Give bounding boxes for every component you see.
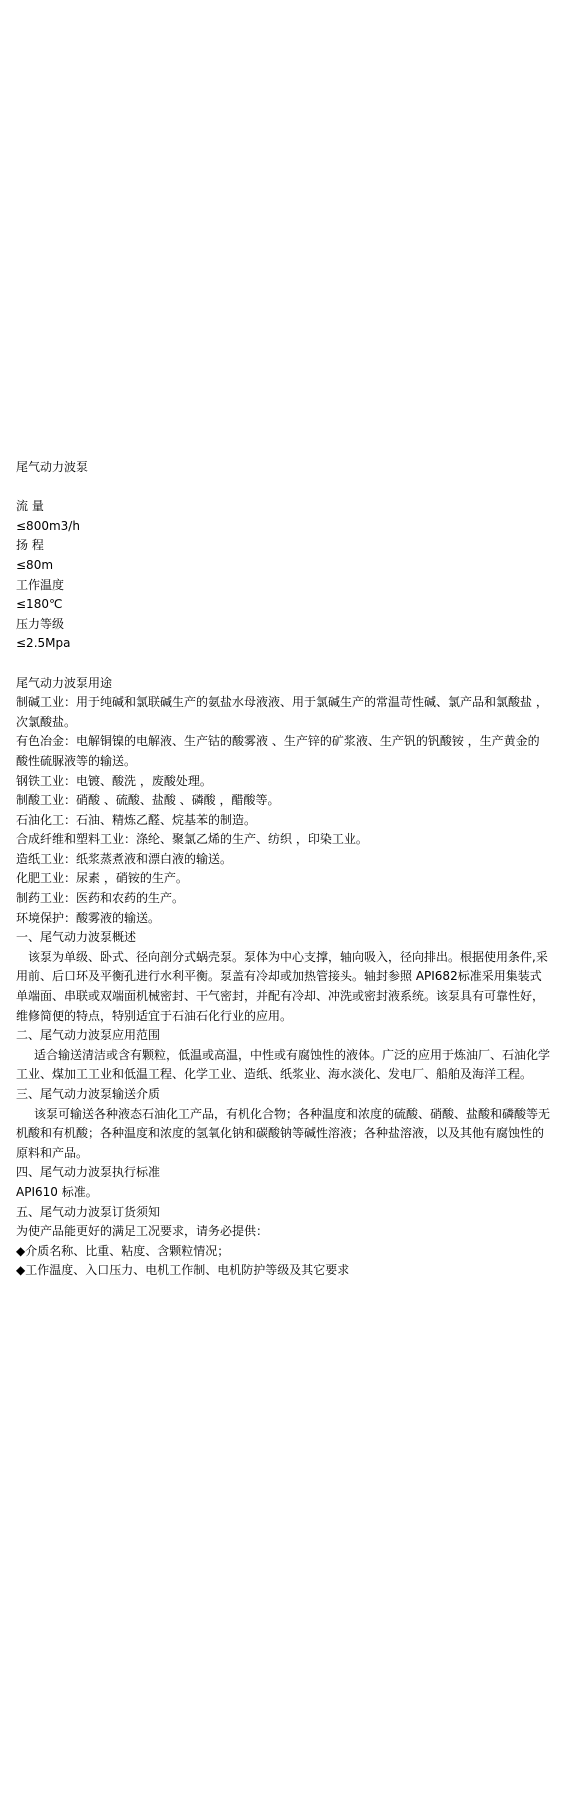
usage-item: 石油化工：石油、精炼乙醛、烷基苯的制造。 [16,812,257,827]
section-heading-scope: 二、尾气动力波泵应用范围 [16,1028,161,1043]
section-heading-standard: 四、尾气动力波泵执行标准 [16,1165,161,1180]
section-heading-media: 三、尾气动力波泵输送介质 [16,1087,161,1101]
order-item: ◆工作温度、入口压力、电机工作制、电机防护等级及其它要求 [16,1263,350,1278]
spec-pressure-value: ≤2.5Mpa [16,636,71,651]
usage-item: 化肥工业：尿素 ，硝铵的生产。 [16,871,188,886]
usage-item: 制碱工业：用于纯碱和氯联碱生产的氨盐水母液液、用于氯碱生产的常温苛性碱、氯产品和氯酸盐 ，次氯酸盐。 [16,695,548,729]
spec-temp-value: ≤180℃ [16,597,63,612]
spec-pressure-label: 压力等级 [16,616,65,631]
spec-head-value: ≤80m [16,557,54,572]
usage-item: 有色冶金：电解铜镍的电解液、生产钴的酸雾液 、生产锌的矿浆液、生产钒的钒酸铵 ，生产黄金的酸性硫脲液等的输送。 [16,734,540,768]
usage-list [16,693,551,928]
section-body-overview: 该泵为单级、卧式、径向剖分式蜗壳泵。泵体为中心支撑，轴向吸入，径向排出。根据使用条件,采用前、后口环及平衡孔进行水利平衡。泵盖有冷却或加热管接头。轴封参照 API682标准采用集装式单端面、串联或双端面机械密封、干气密封，并配有冷却、冲洗或密封液系统。该泵具有可靠性好，维修简便的特点，特别适宜于石油石化行业的应用。 [16,949,548,1023]
usage-heading: 尾气动力波泵用途 [16,675,113,690]
section-body-media: 该泵可输送各种液态石油化工产品，有机化合物；各种温度和浓度的硫酸、硝酸、盐酸和磷酸等无机酸和有机酸；各种温度和浓度的氢氧化钠和碳酸钠等碱性溶液；各种盐溶液，以及其他有腐蚀性的原料和产品。 [16,1106,551,1160]
section-heading-overview: 一、尾气动力波泵概述 [16,930,137,945]
section-body-scope: 适合输送清洁或含有颗粒，低温或高温，中性或有腐蚀性的液体。广泛的应用于炼油厂、石油化学工业、煤加工工业和低温工程、化学工业、造纸、纸浆业、海水淡化、发电厂、船舶及海洋工程。 [16,1047,551,1082]
usage-item: 造纸工业：纸浆蒸煮液和漂白液的输送。 [16,851,233,866]
section-heading-ordering: 五、尾气动力波泵订货须知 [16,1204,161,1219]
document-body [16,458,551,1281]
section-body-ordering: 为使产品能更好的满足工况要求，请务必提供： [16,1224,269,1239]
spec-list [16,497,551,654]
spacer [16,654,551,674]
order-list [16,1242,551,1281]
section-body-standard: API610 标准。 [16,1184,98,1199]
spec-flow-label: 流 量 [16,499,44,514]
usage-item: 制药工业：医药和农药的生产。 [16,891,185,906]
spec-temp-label: 工作温度 [16,577,65,592]
order-item: ◆介质名称、比重、粘度、含颗粒情况； [16,1243,230,1258]
document-title: 尾气动力波泵 [16,460,89,474]
usage-item: 环境保护：酸雾液的输送。 [16,910,161,925]
usage-item: 合成纤维和塑料工业：涤纶、聚氯乙烯的生产、纺织 ，印染工业。 [16,832,368,847]
usage-item: 钢铁工业：电镀、酸洗 ，废酸处理。 [16,773,212,788]
spec-head-label: 扬 程 [16,538,44,553]
usage-item: 制酸工业：硝酸 、硫酸、盐酸 、磷酸 ，醋酸等。 [16,793,280,808]
spec-flow-value: ≤800m3/h [16,518,80,533]
